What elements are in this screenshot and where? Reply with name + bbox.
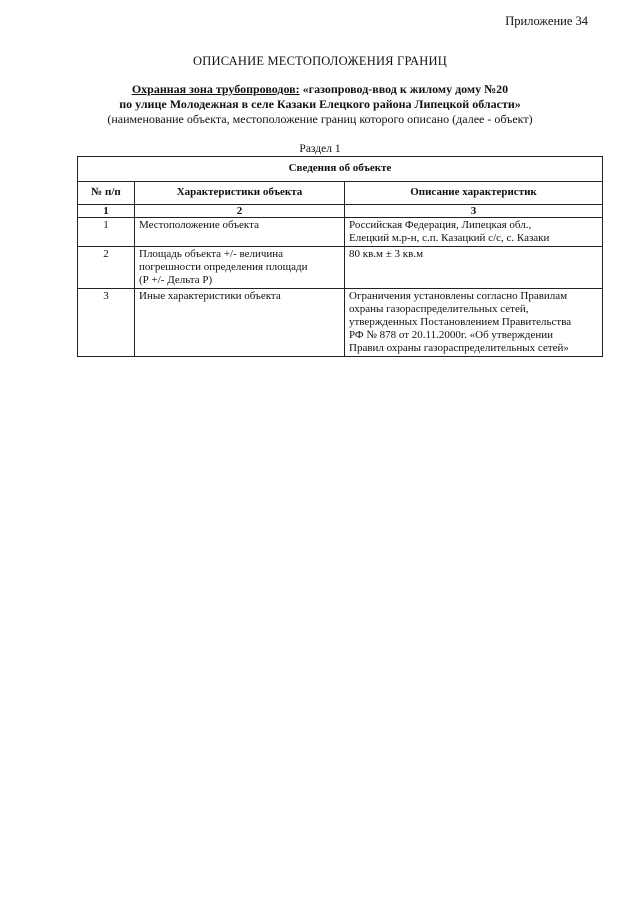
row-description bbox=[345, 289, 603, 357]
object-info-table bbox=[77, 156, 603, 357]
cell-line: погрешности определения площади bbox=[139, 261, 308, 273]
section-label: Раздел 1 bbox=[299, 143, 341, 155]
table-caption-row bbox=[78, 157, 603, 182]
row-characteristic bbox=[135, 289, 345, 357]
subject-name-part1: «газопровод-ввод к жилому дому №20 bbox=[299, 82, 509, 96]
row-number: 1 bbox=[78, 218, 135, 247]
column-header-number: № п/п bbox=[78, 182, 135, 205]
cell-line: Ограничения установлены согласно Правилам bbox=[349, 290, 568, 302]
cell-line: Российская Федерация, Липецкая обл., bbox=[349, 219, 532, 231]
cell-line: Иные характеристики объекта bbox=[139, 290, 281, 302]
row-number: 2 bbox=[78, 247, 135, 289]
cell-line: Местоположение объекта bbox=[139, 219, 259, 231]
column-header-description: Описание характеристик bbox=[345, 182, 603, 205]
appendix-label: Приложение 34 bbox=[505, 14, 588, 28]
column-header-characteristic: Характеристики объекта bbox=[135, 182, 345, 205]
subject-line-1 bbox=[0, 82, 640, 97]
table-header-row bbox=[78, 182, 603, 205]
subject-line-2: по улице Молодежная в селе Казаки Елецкого района Липецкой области» bbox=[119, 97, 521, 111]
table-row bbox=[78, 218, 603, 247]
subject-note: (наименование объекта, местоположение границ которого описано (далее - объект) bbox=[107, 112, 533, 126]
row-number: 3 bbox=[78, 289, 135, 357]
row-characteristic bbox=[135, 218, 345, 247]
column-number-row bbox=[78, 205, 603, 218]
table-row bbox=[78, 247, 603, 289]
column-number: 2 bbox=[135, 205, 345, 218]
cell-line: 80 кв.м ± 3 кв.м bbox=[349, 248, 424, 260]
cell-line: утвержденных Постановлением Правительства bbox=[349, 316, 572, 328]
table-row bbox=[78, 289, 603, 357]
column-number: 3 bbox=[345, 205, 603, 218]
document-title: ОПИСАНИЕ МЕСТОПОЛОЖЕНИЯ ГРАНИЦ bbox=[193, 54, 447, 68]
row-description bbox=[345, 247, 603, 289]
column-number: 1 bbox=[78, 205, 135, 218]
cell-line: Елецкий м.р-н, с.п. Казацкий с/с, с. Казаки bbox=[349, 232, 550, 244]
object-subject bbox=[0, 82, 640, 127]
subject-label: Охранная зона трубопроводов: bbox=[131, 82, 300, 96]
row-characteristic bbox=[135, 247, 345, 289]
cell-line: Площадь объекта +/- величина bbox=[139, 248, 284, 260]
cell-line: (Р +/- Дельта Р) bbox=[139, 274, 213, 286]
table-body bbox=[78, 218, 603, 357]
row-description bbox=[345, 218, 603, 247]
cell-line: РФ № 878 от 20.11.2000г. «Об утверждении bbox=[349, 329, 553, 341]
cell-line: Правил охраны газораспределительных сетей» bbox=[349, 342, 569, 354]
cell-line: охраны газораспределительных сетей, bbox=[349, 303, 529, 315]
table-caption: Сведения об объекте bbox=[78, 157, 603, 182]
